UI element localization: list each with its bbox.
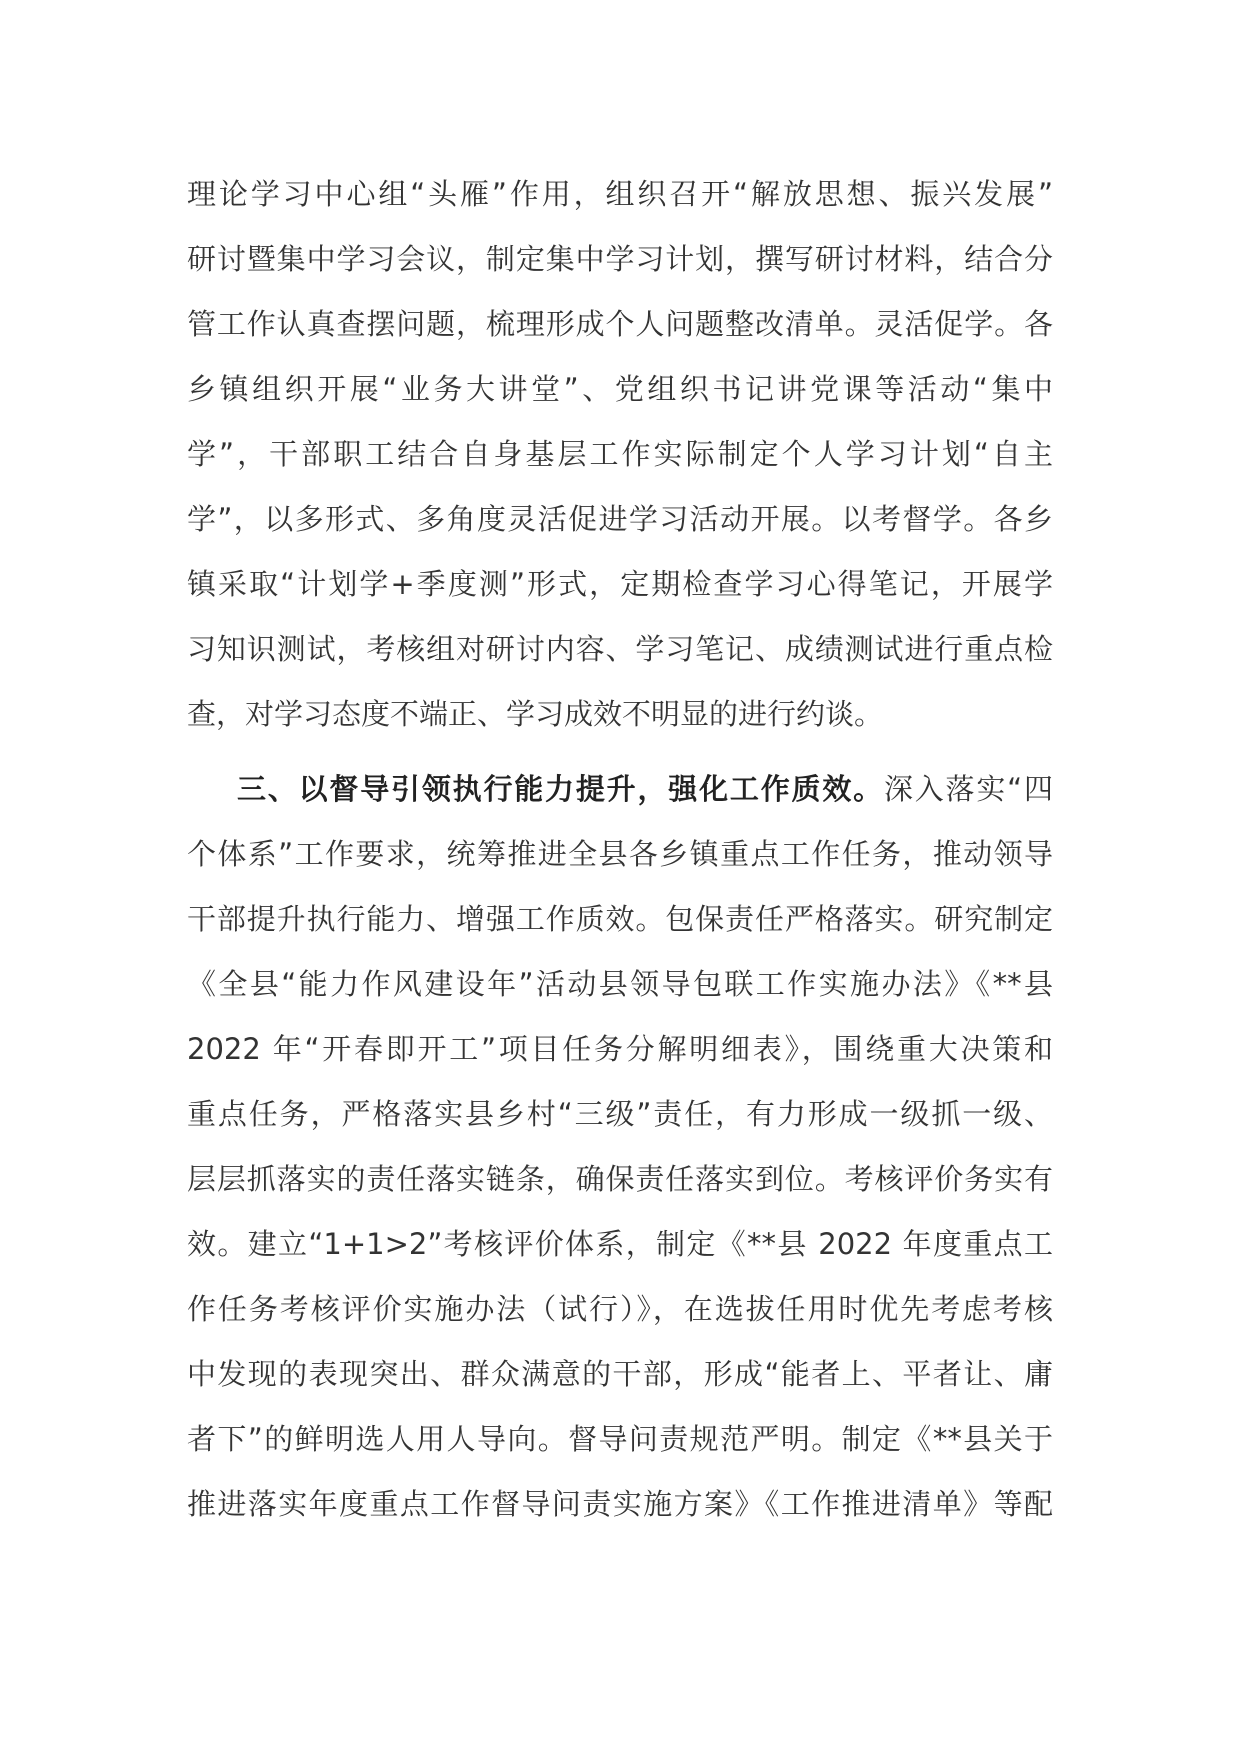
text-line: 习知识测试，考核组对研讨内容、学习笔记、成绩测试进行重点检: [187, 632, 1053, 666]
text-line: 推进落实年度重点工作督导问责实施方案》《工作推进清单》等配: [187, 1487, 1053, 1521]
text-line: 干部提升执行能力、增强工作质效。包保责任严格落实。研究制定: [187, 902, 1053, 936]
text-line: 理论学习中心组“头雁”作用，组织召开“解放思想、振兴发展”: [187, 177, 1053, 211]
text-line: 《全县“能力作风建设年”活动县领导包联工作实施办法》《**县: [187, 967, 1053, 1001]
section-heading: 三、以督导引领执行能力提升，强化工作质效。: [237, 772, 884, 806]
text-line: 镇采取“计划学+季度测”形式，定期检查学习心得笔记，开展学: [187, 567, 1053, 601]
text-line: 学”，以多形式、多角度灵活促进学习活动开展。以考督学。各乡: [187, 502, 1053, 536]
text-line: 中发现的表现突出、群众满意的干部，形成“能者上、平者让、庸: [187, 1357, 1053, 1391]
text-line: 个体系”工作要求，统筹推进全县各乡镇重点工作任务，推动领导: [187, 837, 1053, 871]
text-line: 层层抓落实的责任落实链条，确保责任落实到位。考核评价务实有: [187, 1162, 1053, 1196]
section-heading-line: [187, 757, 1053, 822]
paragraph-gap: [187, 747, 1053, 757]
text-line: 重点任务，严格落实县乡村“三级”责任，有力形成一级抓一级、: [187, 1097, 1053, 1131]
document-page: [187, 162, 1053, 1537]
text-line: 作任务考核评价实施办法（试行）》，在选拔任用时优先考虑考核: [187, 1292, 1053, 1326]
paragraph-2: [187, 757, 1053, 1537]
text-line: 乡镇组织开展“业务大讲堂”、党组织书记讲党课等活动“集中: [187, 372, 1053, 406]
text-line: 查，对学习态度不端正、学习成效不明显的进行约谈。: [187, 697, 884, 731]
text-line: 学”，干部职工结合自身基层工作实际制定个人学习计划“自主: [187, 437, 1053, 471]
text-line: 者下”的鲜明选人用人导向。督导问责规范严明。制定《**县关于: [187, 1422, 1053, 1456]
text-line: 效。建立“1+1>2”考核评价体系，制定《**县 2022 年度重点工: [187, 1227, 1053, 1261]
text-line: 管工作认真查摆问题，梳理形成个人问题整改清单。灵活促学。各: [187, 307, 1053, 341]
text-line: 2022 年“开春即开工”项目任务分解明细表》，围绕重大决策和: [187, 1032, 1053, 1066]
text-line: 研讨暨集中学习会议，制定集中学习计划，撰写研讨材料，结合分: [187, 242, 1053, 276]
paragraph-1: [187, 162, 1053, 747]
heading-line-rest: 深入落实“四: [883, 772, 1053, 806]
